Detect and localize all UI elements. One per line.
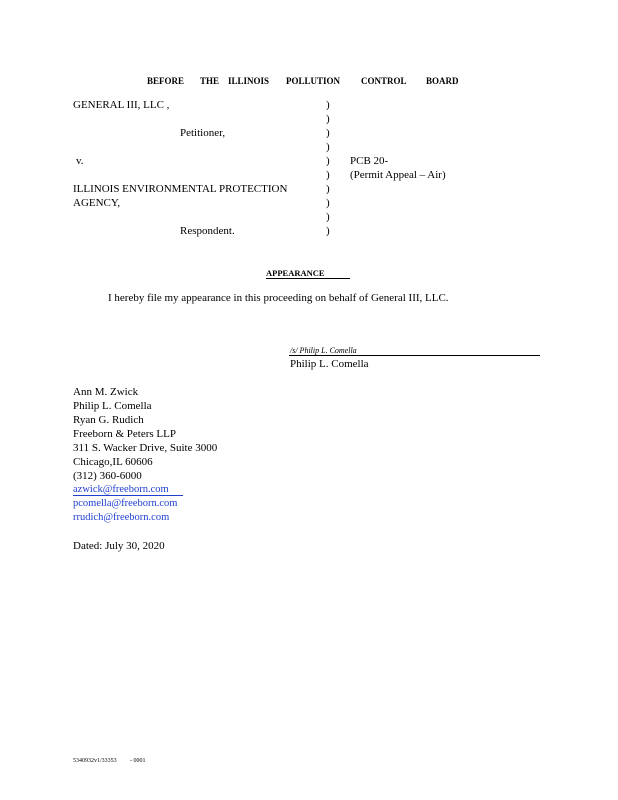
- counsel-name: Philip L. Comella: [73, 400, 152, 412]
- caption-paren: ): [326, 183, 330, 195]
- appearance-body: I hereby file my appearance in this proceeding on behalf of General III, LLC.: [108, 292, 449, 304]
- address-line1: 311 S. Wacker Drive, Suite 3000: [73, 442, 218, 454]
- caption-paren: ): [326, 141, 330, 153]
- counsel-name: Ryan G. Rudich: [73, 414, 144, 426]
- document-id: 5340932v1/33353: [73, 758, 117, 764]
- address-line2: Chicago,IL 60606: [73, 456, 153, 468]
- petitioner-role: Petitioner,: [180, 127, 226, 139]
- email-link[interactable]: rrudich@freeborn.com: [73, 512, 170, 523]
- law-firm: Freeborn & Peters LLP: [73, 428, 176, 440]
- caption-title-word: POLLUTION: [286, 76, 341, 86]
- versus-label: v.: [76, 155, 84, 167]
- signature-name: Philip L. Comella: [290, 358, 369, 370]
- caption-paren: ): [326, 197, 330, 209]
- caption-title-word: BOARD: [426, 76, 459, 86]
- respondent-name-line2: AGENCY,: [73, 197, 121, 209]
- respondent-role: Respondent.: [180, 225, 235, 237]
- case-type: (Permit Appeal – Air): [350, 169, 446, 181]
- case-number: PCB 20-: [350, 155, 389, 167]
- caption-paren: ): [326, 113, 330, 125]
- signature-line: [289, 355, 540, 356]
- caption-paren: ): [326, 225, 330, 237]
- electronic-signature: /s/ Philip L. Comella: [290, 346, 357, 355]
- phone-number: (312) 360-6000: [73, 470, 142, 482]
- document-id-suffix: - 0001: [130, 758, 146, 764]
- caption-paren: ): [326, 155, 330, 167]
- caption-title-word: ILLINOIS: [228, 76, 270, 86]
- appearance-heading-underline: [266, 278, 350, 279]
- respondent-name-line1: ILLINOIS ENVIRONMENTAL PROTECTION: [73, 183, 288, 195]
- email-link[interactable]: azwick@freeborn.com: [73, 484, 169, 495]
- caption-paren: ): [326, 127, 330, 139]
- appearance-heading: APPEARANCE: [266, 268, 325, 278]
- caption-paren: ): [326, 169, 330, 181]
- caption-title-word: CONTROL: [361, 76, 407, 86]
- caption-title-word: BEFORE: [147, 76, 185, 86]
- date-line: Dated: July 30, 2020: [73, 540, 165, 552]
- email-underline: [73, 495, 183, 496]
- petitioner-name: GENERAL III, LLC ,: [73, 99, 170, 111]
- caption-paren: ): [326, 211, 330, 223]
- caption-paren: ): [326, 99, 330, 111]
- caption-title-word: THE: [200, 76, 220, 86]
- email-link[interactable]: pcomella@freeborn.com: [73, 498, 178, 509]
- counsel-name: Ann M. Zwick: [73, 386, 139, 398]
